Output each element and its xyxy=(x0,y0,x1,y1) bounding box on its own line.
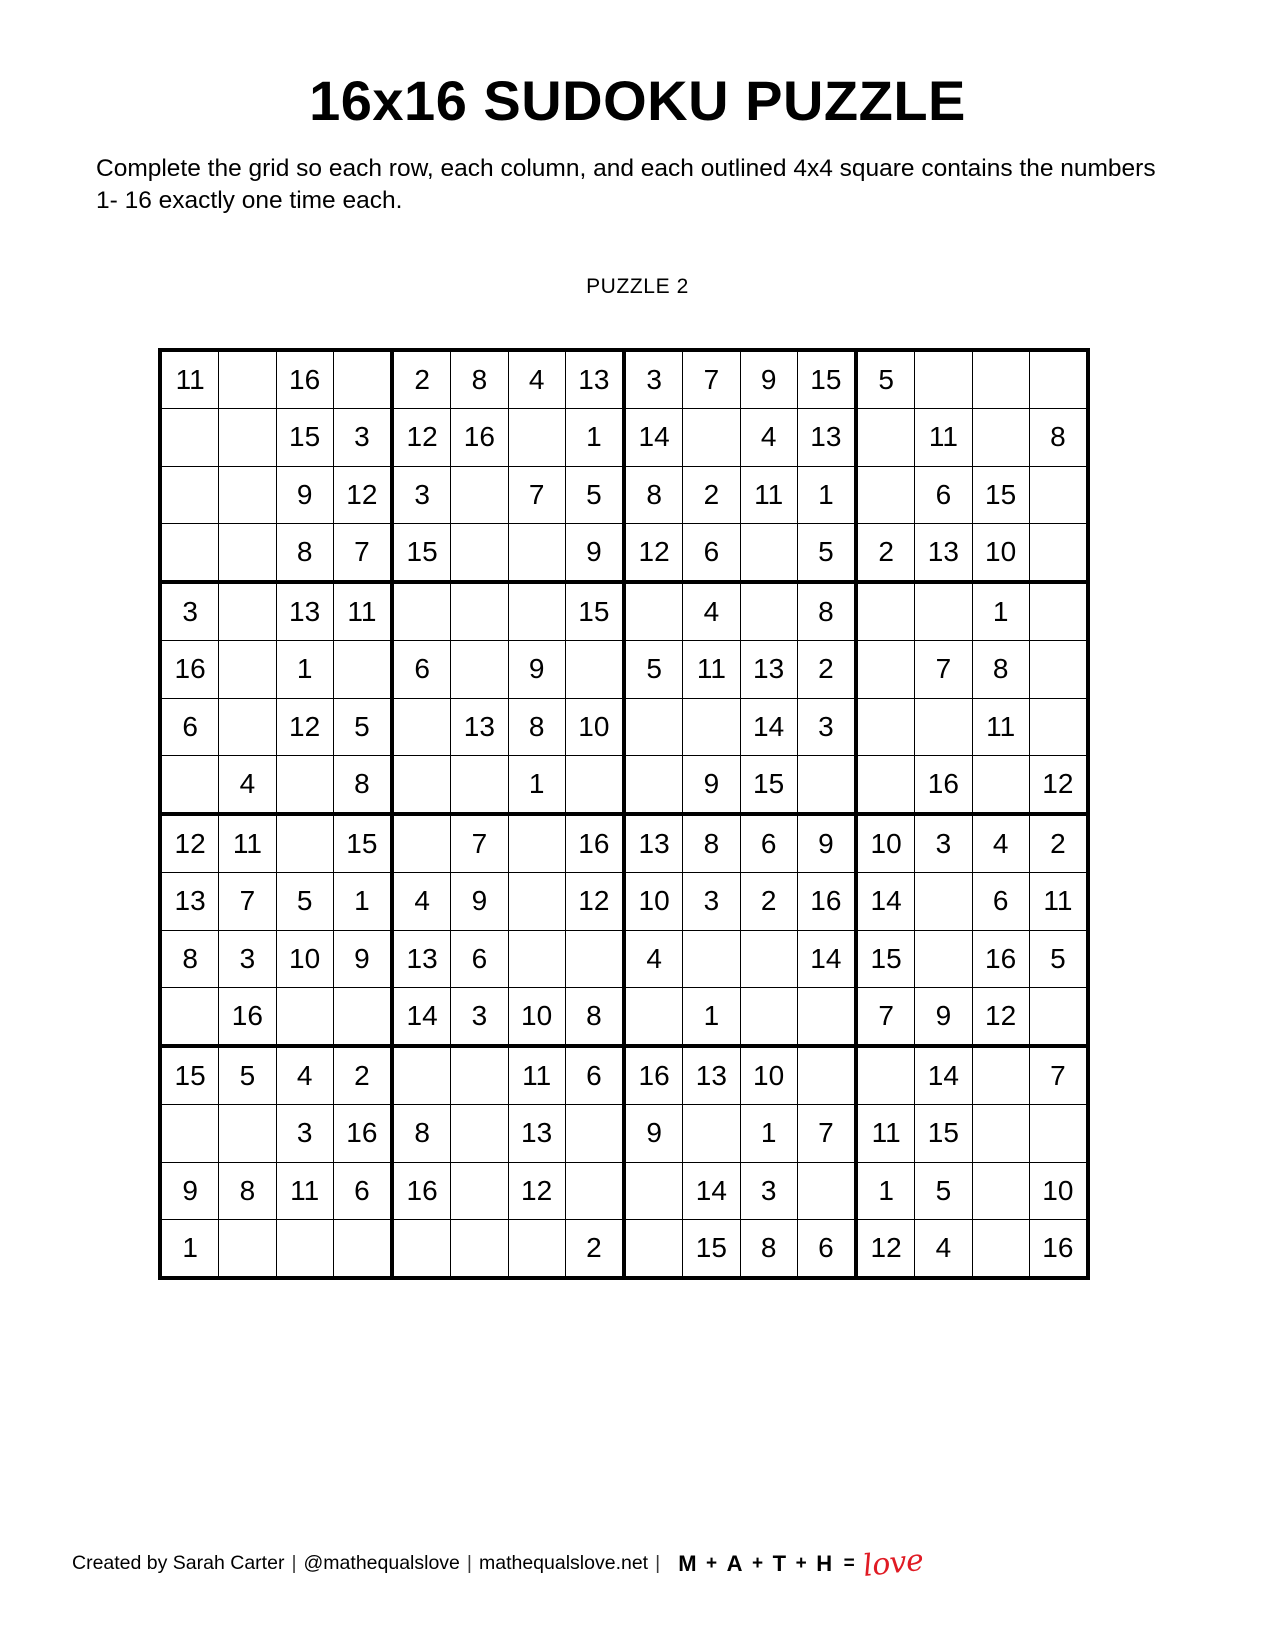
sudoku-given-cell: 11 xyxy=(508,1046,565,1105)
sudoku-given-cell: 1 xyxy=(565,409,624,466)
sudoku-empty-cell[interactable] xyxy=(276,814,333,873)
sudoku-given-cell: 5 xyxy=(856,350,915,409)
sudoku-empty-cell[interactable] xyxy=(451,641,508,698)
sudoku-given-cell: 12 xyxy=(508,1162,565,1219)
sudoku-empty-cell[interactable] xyxy=(219,409,276,466)
sudoku-given-cell: 16 xyxy=(972,930,1029,987)
sudoku-given-cell: 2 xyxy=(392,350,451,409)
sudoku-empty-cell[interactable] xyxy=(972,1219,1029,1278)
sudoku-given-cell: 2 xyxy=(333,1046,392,1105)
sudoku-given-cell: 16 xyxy=(276,350,333,409)
sudoku-given-cell: 2 xyxy=(683,466,740,523)
sudoku-empty-cell[interactable] xyxy=(740,930,797,987)
sudoku-given-cell: 7 xyxy=(915,641,972,698)
logo-letter-h: H xyxy=(816,1550,833,1576)
sudoku-empty-cell[interactable] xyxy=(740,987,797,1046)
sudoku-given-cell: 11 xyxy=(856,1105,915,1162)
sudoku-grid-container xyxy=(158,348,1074,1263)
sudoku-given-cell: 5 xyxy=(276,873,333,930)
sudoku-given-cell: 13 xyxy=(683,1046,740,1105)
sudoku-empty-cell[interactable] xyxy=(856,641,915,698)
sudoku-given-cell: 4 xyxy=(972,814,1029,873)
sudoku-given-cell: 1 xyxy=(797,466,856,523)
sudoku-empty-cell[interactable] xyxy=(1029,466,1088,523)
sudoku-row xyxy=(160,873,1088,930)
sudoku-given-cell: 11 xyxy=(333,582,392,641)
sudoku-given-cell: 16 xyxy=(392,1162,451,1219)
sudoku-given-cell: 1 xyxy=(508,755,565,814)
sudoku-given-cell: 6 xyxy=(565,1046,624,1105)
sudoku-given-cell: 16 xyxy=(915,755,972,814)
sudoku-given-cell: 6 xyxy=(683,523,740,582)
sudoku-given-cell: 10 xyxy=(740,1046,797,1105)
footer-social-handle: @mathequalslove xyxy=(303,1552,460,1574)
sudoku-empty-cell[interactable] xyxy=(1029,698,1088,755)
sudoku-given-cell: 12 xyxy=(333,466,392,523)
sudoku-given-cell: 14 xyxy=(624,409,683,466)
sudoku-empty-cell[interactable] xyxy=(972,1105,1029,1162)
sudoku-given-cell: 2 xyxy=(1029,814,1088,873)
sudoku-given-cell: 8 xyxy=(508,698,565,755)
sudoku-given-cell: 2 xyxy=(740,873,797,930)
sudoku-given-cell: 6 xyxy=(333,1162,392,1219)
sudoku-empty-cell[interactable] xyxy=(1029,582,1088,641)
sudoku-given-cell: 7 xyxy=(683,350,740,409)
sudoku-empty-cell[interactable] xyxy=(219,698,276,755)
sudoku-given-cell: 7 xyxy=(856,987,915,1046)
sudoku-given-cell: 13 xyxy=(624,814,683,873)
logo-plus-1: + xyxy=(706,1552,718,1574)
sudoku-given-cell: 15 xyxy=(797,350,856,409)
sudoku-empty-cell[interactable] xyxy=(856,698,915,755)
sudoku-empty-cell[interactable] xyxy=(797,1162,856,1219)
sudoku-given-cell: 9 xyxy=(797,814,856,873)
sudoku-given-cell: 3 xyxy=(915,814,972,873)
sudoku-given-cell: 3 xyxy=(740,1162,797,1219)
sudoku-given-cell: 5 xyxy=(797,523,856,582)
sudoku-empty-cell[interactable] xyxy=(392,698,451,755)
sudoku-given-cell: 7 xyxy=(451,814,508,873)
sudoku-empty-cell[interactable] xyxy=(333,987,392,1046)
sudoku-empty-cell[interactable] xyxy=(624,1219,683,1278)
sudoku-given-cell: 4 xyxy=(740,409,797,466)
sudoku-empty-cell[interactable] xyxy=(624,755,683,814)
sudoku-given-cell: 13 xyxy=(565,350,624,409)
puzzle-label: PUZZLE 2 xyxy=(586,275,689,299)
sudoku-given-cell: 8 xyxy=(333,755,392,814)
sudoku-empty-cell[interactable] xyxy=(797,1046,856,1105)
sudoku-empty-cell[interactable] xyxy=(276,987,333,1046)
footer-credit: Created by Sarah Carter xyxy=(72,1552,285,1574)
sudoku-empty-cell[interactable] xyxy=(333,641,392,698)
sudoku-empty-cell[interactable] xyxy=(972,755,1029,814)
sudoku-given-cell: 9 xyxy=(683,755,740,814)
instructions-text: Complete the grid so each row, each column, and each outlined 4x4 square contains the numbers 1- 16 exactly one time each. xyxy=(96,154,1156,215)
logo-plus-3: + xyxy=(795,1552,808,1574)
sudoku-given-cell: 8 xyxy=(160,930,219,987)
sudoku-empty-cell[interactable] xyxy=(565,755,624,814)
sudoku-empty-cell[interactable] xyxy=(972,1046,1029,1105)
sudoku-given-cell: 16 xyxy=(160,641,219,698)
sudoku-empty-cell[interactable] xyxy=(392,582,451,641)
sudoku-given-cell: 15 xyxy=(856,930,915,987)
sudoku-grid[interactable] xyxy=(158,348,1090,1280)
sudoku-row xyxy=(160,641,1088,698)
sudoku-given-cell: 2 xyxy=(797,641,856,698)
sudoku-row xyxy=(160,698,1088,755)
sudoku-given-cell: 11 xyxy=(683,641,740,698)
sudoku-given-cell: 9 xyxy=(740,350,797,409)
sudoku-empty-cell[interactable] xyxy=(740,523,797,582)
sudoku-empty-cell[interactable] xyxy=(333,350,392,409)
sudoku-row xyxy=(160,523,1088,582)
sudoku-given-cell: 10 xyxy=(624,873,683,930)
sudoku-given-cell: 14 xyxy=(915,1046,972,1105)
sudoku-given-cell: 6 xyxy=(797,1219,856,1278)
sudoku-given-cell: 13 xyxy=(276,582,333,641)
sudoku-row xyxy=(160,1105,1088,1162)
sudoku-empty-cell[interactable] xyxy=(915,698,972,755)
sudoku-given-cell: 9 xyxy=(276,466,333,523)
sudoku-given-cell: 9 xyxy=(451,873,508,930)
sudoku-empty-cell[interactable] xyxy=(333,1219,392,1278)
sudoku-given-cell: 16 xyxy=(333,1105,392,1162)
page-title: 16x16 SUDOKU PUZZLE xyxy=(309,69,966,132)
sudoku-given-cell: 5 xyxy=(565,466,624,523)
sudoku-row xyxy=(160,1162,1088,1219)
sudoku-empty-cell[interactable] xyxy=(565,641,624,698)
sudoku-given-cell: 1 xyxy=(856,1162,915,1219)
sudoku-empty-cell[interactable] xyxy=(160,755,219,814)
sudoku-given-cell: 3 xyxy=(160,582,219,641)
sudoku-given-cell: 3 xyxy=(392,466,451,523)
sudoku-given-cell: 3 xyxy=(451,987,508,1046)
sudoku-given-cell: 2 xyxy=(856,523,915,582)
sudoku-given-cell: 7 xyxy=(333,523,392,582)
sudoku-given-cell: 16 xyxy=(797,873,856,930)
sudoku-empty-cell[interactable] xyxy=(392,1219,451,1278)
sudoku-empty-cell[interactable] xyxy=(219,466,276,523)
sudoku-given-cell: 5 xyxy=(219,1046,276,1105)
sudoku-given-cell: 3 xyxy=(797,698,856,755)
sudoku-empty-cell[interactable] xyxy=(915,930,972,987)
sudoku-given-cell: 11 xyxy=(740,466,797,523)
sudoku-given-cell: 1 xyxy=(160,1219,219,1278)
sudoku-given-cell: 4 xyxy=(683,582,740,641)
sudoku-given-cell: 3 xyxy=(219,930,276,987)
sudoku-given-cell: 14 xyxy=(392,987,451,1046)
sudoku-empty-cell[interactable] xyxy=(856,582,915,641)
sudoku-given-cell: 10 xyxy=(565,698,624,755)
sudoku-given-cell: 1 xyxy=(333,873,392,930)
sudoku-given-cell: 8 xyxy=(219,1162,276,1219)
sudoku-empty-cell[interactable] xyxy=(972,1162,1029,1219)
sudoku-empty-cell[interactable] xyxy=(565,1162,624,1219)
sudoku-given-cell: 3 xyxy=(333,409,392,466)
sudoku-empty-cell[interactable] xyxy=(915,582,972,641)
sudoku-empty-cell[interactable] xyxy=(451,1105,508,1162)
sudoku-given-cell: 9 xyxy=(915,987,972,1046)
sudoku-row xyxy=(160,814,1088,873)
sudoku-empty-cell[interactable] xyxy=(1029,641,1088,698)
sudoku-given-cell: 1 xyxy=(740,1105,797,1162)
sudoku-given-cell: 9 xyxy=(508,641,565,698)
sudoku-empty-cell[interactable] xyxy=(1029,987,1088,1046)
sudoku-given-cell: 7 xyxy=(508,466,565,523)
sudoku-empty-cell[interactable] xyxy=(915,873,972,930)
sudoku-row xyxy=(160,582,1088,641)
sudoku-given-cell: 10 xyxy=(856,814,915,873)
sudoku-given-cell: 5 xyxy=(1029,930,1088,987)
sudoku-given-cell: 8 xyxy=(624,466,683,523)
sudoku-empty-cell[interactable] xyxy=(508,409,565,466)
sudoku-row xyxy=(160,409,1088,466)
sudoku-given-cell: 14 xyxy=(797,930,856,987)
sudoku-given-cell: 15 xyxy=(333,814,392,873)
sudoku-empty-cell[interactable] xyxy=(451,582,508,641)
sudoku-given-cell: 12 xyxy=(276,698,333,755)
sudoku-given-cell: 3 xyxy=(276,1105,333,1162)
sudoku-given-cell: 16 xyxy=(624,1046,683,1105)
sudoku-empty-cell[interactable] xyxy=(451,466,508,523)
footer xyxy=(72,1542,926,1584)
sudoku-given-cell: 10 xyxy=(972,523,1029,582)
sudoku-given-cell: 6 xyxy=(915,466,972,523)
sudoku-given-cell: 2 xyxy=(565,1219,624,1278)
sudoku-empty-cell[interactable] xyxy=(683,409,740,466)
sudoku-empty-cell[interactable] xyxy=(797,987,856,1046)
sudoku-given-cell: 7 xyxy=(219,873,276,930)
sudoku-given-cell: 4 xyxy=(219,755,276,814)
sudoku-given-cell: 8 xyxy=(797,582,856,641)
sudoku-empty-cell[interactable] xyxy=(972,409,1029,466)
sudoku-given-cell: 6 xyxy=(972,873,1029,930)
sudoku-row xyxy=(160,1046,1088,1105)
sudoku-empty-cell[interactable] xyxy=(451,1162,508,1219)
sudoku-given-cell: 8 xyxy=(683,814,740,873)
sudoku-empty-cell[interactable] xyxy=(508,930,565,987)
sudoku-empty-cell[interactable] xyxy=(160,466,219,523)
sudoku-empty-cell[interactable] xyxy=(972,350,1029,409)
sudoku-empty-cell[interactable] xyxy=(508,523,565,582)
sudoku-empty-cell[interactable] xyxy=(219,1105,276,1162)
sudoku-empty-cell[interactable] xyxy=(219,1219,276,1278)
sudoku-empty-cell[interactable] xyxy=(160,523,219,582)
sudoku-empty-cell[interactable] xyxy=(797,755,856,814)
sudoku-empty-cell[interactable] xyxy=(219,582,276,641)
sudoku-empty-cell[interactable] xyxy=(1029,1105,1088,1162)
sudoku-given-cell: 5 xyxy=(915,1162,972,1219)
sudoku-empty-cell[interactable] xyxy=(856,755,915,814)
sudoku-given-cell: 13 xyxy=(451,698,508,755)
sudoku-given-cell: 8 xyxy=(972,641,1029,698)
sudoku-given-cell: 15 xyxy=(160,1046,219,1105)
sudoku-given-cell: 8 xyxy=(1029,409,1088,466)
sudoku-given-cell: 1 xyxy=(972,582,1029,641)
sudoku-empty-cell[interactable] xyxy=(624,698,683,755)
sudoku-empty-cell[interactable] xyxy=(856,409,915,466)
sudoku-empty-cell[interactable] xyxy=(1029,523,1088,582)
sudoku-empty-cell[interactable] xyxy=(1029,350,1088,409)
sudoku-empty-cell[interactable] xyxy=(856,1046,915,1105)
sudoku-given-cell: 4 xyxy=(624,930,683,987)
logo-equals-sign: = xyxy=(843,1552,856,1574)
sudoku-given-cell: 15 xyxy=(740,755,797,814)
sudoku-given-cell: 15 xyxy=(915,1105,972,1162)
sudoku-empty-cell[interactable] xyxy=(392,755,451,814)
sudoku-given-cell: 1 xyxy=(276,641,333,698)
logo-letter-m: M xyxy=(678,1550,698,1576)
sudoku-given-cell: 12 xyxy=(1029,755,1088,814)
footer-separator-3: | xyxy=(655,1552,661,1574)
sudoku-given-cell: 9 xyxy=(160,1162,219,1219)
sudoku-given-cell: 11 xyxy=(160,350,219,409)
sudoku-empty-cell[interactable] xyxy=(276,1219,333,1278)
sudoku-given-cell: 8 xyxy=(451,350,508,409)
sudoku-empty-cell[interactable] xyxy=(508,814,565,873)
sudoku-given-cell: 5 xyxy=(333,698,392,755)
sudoku-empty-cell[interactable] xyxy=(740,582,797,641)
math-equals-love-logo xyxy=(667,1542,926,1584)
sudoku-given-cell: 15 xyxy=(392,523,451,582)
sudoku-empty-cell[interactable] xyxy=(508,1219,565,1278)
sudoku-row xyxy=(160,350,1088,409)
sudoku-empty-cell[interactable] xyxy=(219,350,276,409)
sudoku-given-cell: 6 xyxy=(451,930,508,987)
sudoku-given-cell: 3 xyxy=(624,350,683,409)
sudoku-given-cell: 10 xyxy=(276,930,333,987)
sudoku-given-cell: 14 xyxy=(683,1162,740,1219)
sudoku-given-cell: 13 xyxy=(392,930,451,987)
sudoku-empty-cell[interactable] xyxy=(160,1105,219,1162)
sudoku-given-cell: 13 xyxy=(160,873,219,930)
sudoku-given-cell: 9 xyxy=(624,1105,683,1162)
sudoku-empty-cell[interactable] xyxy=(392,1046,451,1105)
sudoku-given-cell: 11 xyxy=(219,814,276,873)
sudoku-given-cell: 10 xyxy=(1029,1162,1088,1219)
sudoku-empty-cell[interactable] xyxy=(683,698,740,755)
sudoku-empty-cell[interactable] xyxy=(451,1046,508,1105)
sudoku-empty-cell[interactable] xyxy=(276,755,333,814)
sudoku-given-cell: 4 xyxy=(276,1046,333,1105)
sudoku-empty-cell[interactable] xyxy=(160,987,219,1046)
sudoku-given-cell: 9 xyxy=(565,523,624,582)
sudoku-row xyxy=(160,987,1088,1046)
sudoku-given-cell: 15 xyxy=(276,409,333,466)
sudoku-empty-cell[interactable] xyxy=(219,641,276,698)
sudoku-given-cell: 15 xyxy=(683,1219,740,1278)
sudoku-empty-cell[interactable] xyxy=(624,1162,683,1219)
sudoku-given-cell: 4 xyxy=(508,350,565,409)
sudoku-empty-cell[interactable] xyxy=(624,582,683,641)
sudoku-given-cell: 3 xyxy=(683,873,740,930)
sudoku-empty-cell[interactable] xyxy=(508,873,565,930)
footer-separator-2: | xyxy=(466,1552,472,1574)
sudoku-empty-cell[interactable] xyxy=(160,409,219,466)
sudoku-empty-cell[interactable] xyxy=(856,466,915,523)
sudoku-given-cell: 4 xyxy=(392,873,451,930)
sudoku-row xyxy=(160,930,1088,987)
logo-love-script: love xyxy=(861,1542,926,1584)
footer-website: mathequalslove.net xyxy=(478,1552,649,1574)
sudoku-empty-cell[interactable] xyxy=(915,350,972,409)
sudoku-given-cell: 6 xyxy=(740,814,797,873)
sudoku-empty-cell[interactable] xyxy=(451,755,508,814)
sudoku-given-cell: 12 xyxy=(856,1219,915,1278)
sudoku-given-cell: 11 xyxy=(1029,873,1088,930)
sudoku-given-cell: 13 xyxy=(740,641,797,698)
sudoku-given-cell: 16 xyxy=(451,409,508,466)
logo-letter-t: T xyxy=(772,1550,787,1576)
sudoku-given-cell: 8 xyxy=(565,987,624,1046)
sudoku-given-cell: 13 xyxy=(797,409,856,466)
sudoku-given-cell: 12 xyxy=(624,523,683,582)
sudoku-given-cell: 12 xyxy=(392,409,451,466)
sudoku-empty-cell[interactable] xyxy=(565,1105,624,1162)
sudoku-given-cell: 8 xyxy=(392,1105,451,1162)
sudoku-empty-cell[interactable] xyxy=(565,930,624,987)
sudoku-given-cell: 13 xyxy=(508,1105,565,1162)
sudoku-given-cell: 12 xyxy=(565,873,624,930)
sudoku-row xyxy=(160,466,1088,523)
sudoku-given-cell: 7 xyxy=(1029,1046,1088,1105)
sudoku-row xyxy=(160,755,1088,814)
sudoku-given-cell: 8 xyxy=(740,1219,797,1278)
sudoku-given-cell: 9 xyxy=(333,930,392,987)
logo-plus-2: + xyxy=(752,1552,764,1574)
sudoku-row xyxy=(160,1219,1088,1278)
sudoku-given-cell: 8 xyxy=(276,523,333,582)
sudoku-empty-cell[interactable] xyxy=(451,523,508,582)
sudoku-given-cell: 5 xyxy=(624,641,683,698)
sudoku-given-cell: 16 xyxy=(565,814,624,873)
sudoku-empty-cell[interactable] xyxy=(624,987,683,1046)
sudoku-empty-cell[interactable] xyxy=(219,523,276,582)
sudoku-given-cell: 15 xyxy=(972,466,1029,523)
sudoku-given-cell: 12 xyxy=(972,987,1029,1046)
sudoku-empty-cell[interactable] xyxy=(683,1105,740,1162)
sudoku-given-cell: 11 xyxy=(276,1162,333,1219)
sudoku-given-cell: 11 xyxy=(972,698,1029,755)
sudoku-empty-cell[interactable] xyxy=(451,1219,508,1278)
sudoku-given-cell: 1 xyxy=(683,987,740,1046)
sudoku-given-cell: 4 xyxy=(915,1219,972,1278)
sudoku-given-cell: 13 xyxy=(915,523,972,582)
sudoku-given-cell: 7 xyxy=(797,1105,856,1162)
sudoku-given-cell: 12 xyxy=(160,814,219,873)
sudoku-given-cell: 14 xyxy=(856,873,915,930)
sudoku-given-cell: 6 xyxy=(160,698,219,755)
sudoku-empty-cell[interactable] xyxy=(508,582,565,641)
footer-separator-1: | xyxy=(291,1552,297,1574)
sudoku-given-cell: 11 xyxy=(915,409,972,466)
sudoku-empty-cell[interactable] xyxy=(392,814,451,873)
sudoku-given-cell: 15 xyxy=(565,582,624,641)
sudoku-given-cell: 10 xyxy=(508,987,565,1046)
sudoku-given-cell: 14 xyxy=(740,698,797,755)
sudoku-given-cell: 6 xyxy=(392,641,451,698)
sudoku-empty-cell[interactable] xyxy=(683,930,740,987)
sudoku-given-cell: 16 xyxy=(1029,1219,1088,1278)
logo-letter-a: A xyxy=(726,1550,744,1576)
sudoku-given-cell: 16 xyxy=(219,987,276,1046)
